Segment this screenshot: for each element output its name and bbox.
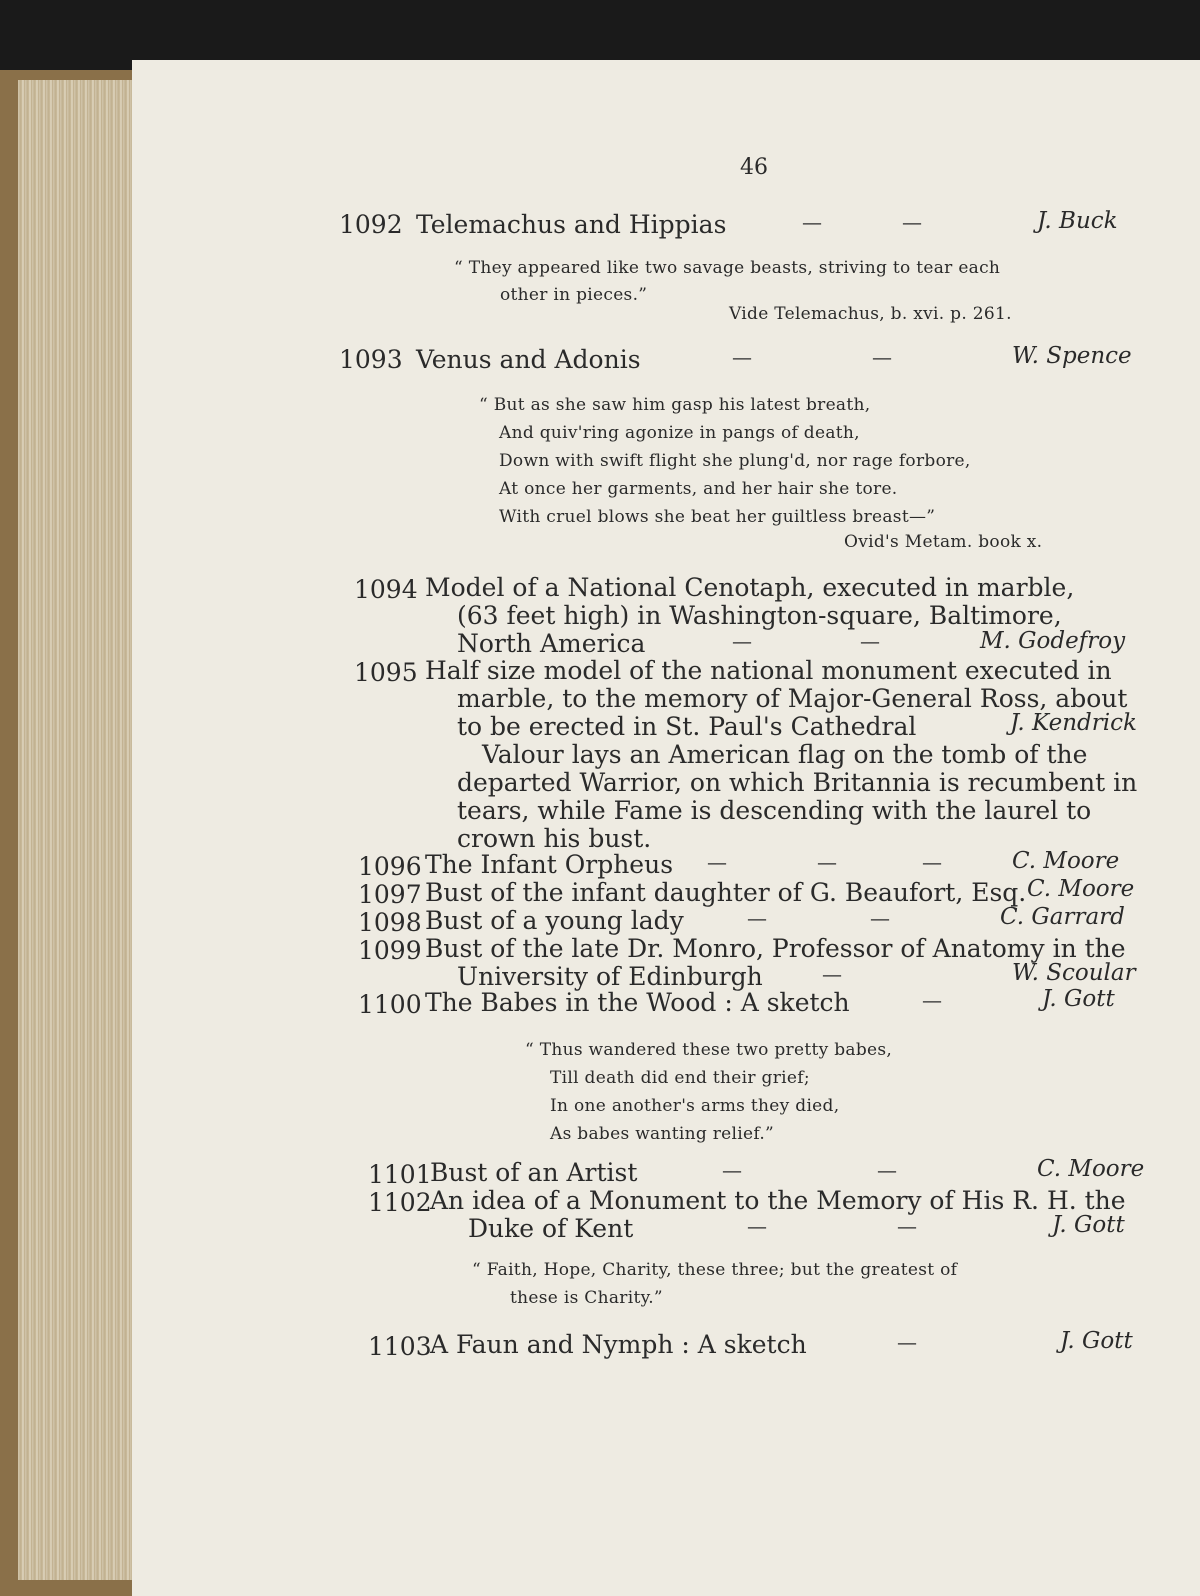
artist-name: M. Godefroy: [980, 628, 1126, 654]
artist-name: C. Garrard: [1000, 904, 1125, 930]
artist-name: J. Gott: [1060, 1328, 1133, 1354]
dash-separator: —: [872, 345, 892, 369]
entry-number: 1094: [354, 575, 418, 604]
entry-number: 1096: [358, 852, 422, 881]
entry-title-line: University of Edinburgh: [457, 962, 763, 991]
quote-source: Ovid's Metam. book x.: [844, 532, 1043, 552]
entry-title: Bust of an Artist: [430, 1158, 638, 1187]
quote-line: other in pieces.”: [500, 285, 648, 305]
entry-title-line: Half size model of the national monument executed in: [425, 656, 1112, 685]
dash-separator: —: [722, 1158, 742, 1182]
dash-separator: —: [732, 629, 752, 653]
description-line: tears, while Fame is descending with the laurel to: [457, 796, 1092, 825]
description-line: departed Warrior, on which Britannia is recumbent in: [457, 768, 1138, 797]
entry-title: A Faun and Nymph : A sketch: [430, 1330, 807, 1359]
entry-title: Bust of the infant daughter of G. Beaufort, Esq.: [425, 878, 1027, 907]
quote-line: With cruel blows she beat her guiltless breast—”: [499, 507, 936, 527]
quote-line: “ Thus wandered these two pretty babes,: [525, 1040, 893, 1060]
entry-title-line: Model of a National Cenotaph, executed in marble,: [425, 573, 1075, 602]
quote-line: Till death did end their grief;: [550, 1068, 810, 1088]
quote-source: Vide Telemachus, b. xvi. p. 261.: [729, 304, 1012, 324]
entry-title: Telemachus and Hippias: [416, 210, 727, 239]
dash-separator: —: [747, 1214, 767, 1238]
dash-separator: —: [707, 850, 727, 874]
entry-number: 1103: [368, 1332, 432, 1361]
catalogue-page: [132, 60, 1200, 1596]
dash-separator: —: [822, 962, 842, 986]
artist-name: C. Moore: [1027, 876, 1135, 902]
entry-title-line: marble, to the memory of Major-General Ross, about: [457, 684, 1128, 713]
page-edges: [18, 80, 140, 1580]
artist-name: C. Moore: [1012, 848, 1120, 874]
entry-number: 1093: [339, 345, 403, 374]
entry-number: 1101: [368, 1160, 432, 1189]
quote-line: these is Charity.”: [510, 1288, 663, 1308]
entry-number: 1098: [358, 908, 422, 937]
entry-number: 1097: [358, 880, 422, 909]
artist-name: W. Scoular: [1012, 960, 1136, 986]
dash-separator: —: [870, 906, 890, 930]
entry-number: 1100: [358, 990, 422, 1019]
quote-line: “ But as she saw him gasp his latest breath,: [479, 395, 871, 415]
entry-number: 1102: [368, 1188, 432, 1217]
quote-line: At once her garments, and her hair she tore.: [499, 479, 898, 499]
entry-title-line: North America: [457, 629, 646, 658]
artist-name: W. Spence: [1012, 343, 1132, 369]
quote-line: “ They appeared like two savage beasts, striving to tear each: [454, 258, 1001, 278]
quote-line: As babes wanting relief.”: [550, 1124, 775, 1144]
dash-separator: —: [802, 210, 822, 234]
entry-title-line: Bust of the late Dr. Monro, Professor of Anatomy in the: [425, 934, 1126, 963]
dash-separator: —: [817, 850, 837, 874]
quote-line: In one another's arms they died,: [550, 1096, 840, 1116]
entry-number: 1099: [358, 936, 422, 965]
description-line: Valour lays an American flag on the tomb of the: [482, 740, 1088, 769]
artist-name: J. Kendrick: [1010, 710, 1137, 736]
entry-title: The Infant Orpheus: [425, 850, 674, 879]
entry-title-line: Duke of Kent: [468, 1214, 634, 1243]
artist-name: C. Moore: [1037, 1156, 1145, 1182]
artist-name: J. Gott: [1042, 986, 1115, 1012]
entry-title: The Babes in the Wood : A sketch: [425, 988, 850, 1017]
dash-separator: —: [747, 906, 767, 930]
artist-name: J. Gott: [1052, 1212, 1125, 1238]
quote-line: “ Faith, Hope, Charity, these three; but the greatest of: [472, 1260, 958, 1280]
dash-separator: —: [897, 1214, 917, 1238]
dash-separator: —: [922, 850, 942, 874]
quote-line: Down with swift flight she plung'd, nor rage forbore,: [499, 451, 971, 471]
artist-name: J. Buck: [1037, 208, 1118, 234]
entry-title: Venus and Adonis: [416, 345, 641, 374]
dash-separator: —: [860, 629, 880, 653]
entry-number: 1095: [354, 658, 418, 687]
dash-separator: —: [922, 988, 942, 1012]
dash-separator: —: [732, 345, 752, 369]
entry-title: Bust of a young lady: [425, 906, 684, 935]
entry-number: 1092: [339, 210, 403, 239]
entry-title-line: to be erected in St. Paul's Cathedral: [457, 712, 917, 741]
description-line: crown his bust.: [457, 824, 652, 853]
dash-separator: —: [897, 1330, 917, 1354]
entry-title-line: (63 feet high) in Washington-square, Baltimore,: [457, 601, 1062, 630]
entry-title-line: An idea of a Monument to the Memory of His R. H. the: [430, 1186, 1126, 1215]
page-number: 46: [740, 155, 768, 180]
dash-separator: —: [902, 210, 922, 234]
dash-separator: —: [877, 1158, 897, 1182]
quote-line: And quiv'ring agonize in pangs of death,: [499, 423, 860, 443]
